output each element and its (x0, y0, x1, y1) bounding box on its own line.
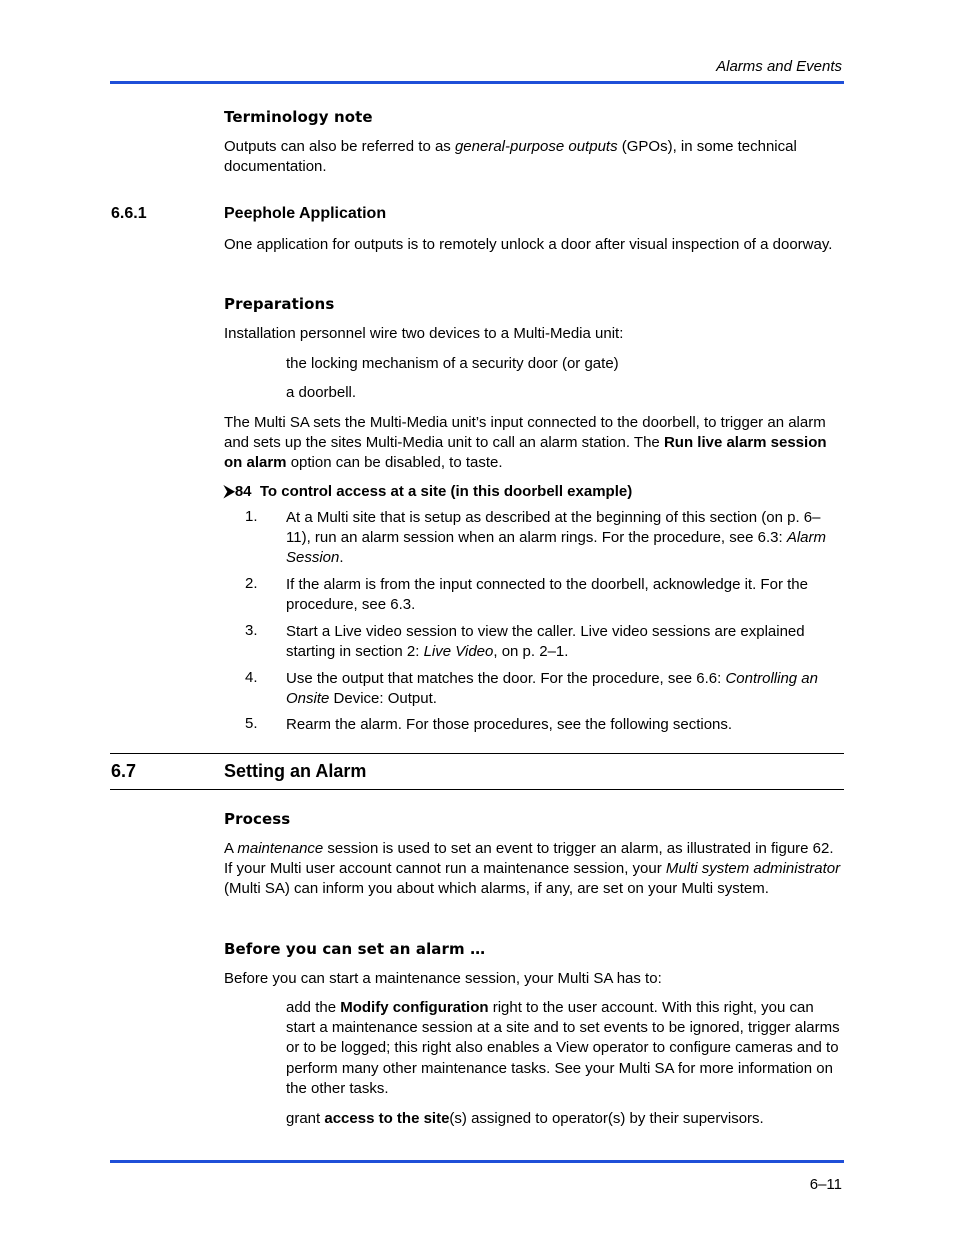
step-number: 5. (245, 715, 258, 732)
procedure-heading: ⮞84 To control access at a site (in this doorbell example) (224, 483, 633, 500)
before-text: Before you can start a maintenance session, your Multi SA has to: (224, 970, 662, 987)
section-rule-bottom (110, 789, 844, 790)
step-text: Rearm the alarm. For those procedures, see the following sections. (286, 716, 733, 733)
step-text: At a Multi site that is setup as described at the beginning of this section (on p. 6–11), run an alarm session when an alarm rings. For the procedure, see 6.3: Alarm Session. (286, 509, 826, 567)
list-item: add the Modify configuration right to the user account. With this right, you can start a maintenance session at a site and to set events to be ignored, trigger alarms or to be logged; this right also enables a View operator to configure cameras and to perform many other maintenance tasks. See your Multi SA for more information on the other tasks. (286, 999, 840, 1097)
list-item: grant access to the site(s) assigned to operator(s) by their supervisors. (286, 1110, 764, 1127)
preparations-text: Installation personnel wire two devices to a Multi-Media unit: (224, 325, 624, 342)
doorbell-paragraph: The Multi SA sets the Multi-Media unit’s input connected to the doorbell, to trigger an alarm and sets up the sites Multi-Media unit to call an alarm station. The Run live alarm session on alarm option can be disabled, to taste. (224, 414, 827, 472)
terminology-text: Outputs can also be referred to as general-purpose outputs (GPOs), in some technical documentation. (224, 138, 797, 176)
process-text: A maintenance session is used to set an event to trigger an alarm, as illustrated in figure 62. If your Multi user account cannot run a maintenance session, your Multi system administrator (Multi SA) can inform you about which alarms, if any, are set on your Multi system. (224, 840, 841, 898)
header-rule (110, 81, 844, 84)
section-title: Setting an Alarm (224, 761, 367, 781)
section-intro: One application for outputs is to remotely unlock a door after visual inspection of a doorway. (224, 236, 833, 253)
procedure-marker: ⮞84 (224, 483, 252, 500)
section-number: 6.6.1 (111, 205, 147, 222)
preparations-heading: Preparations (224, 295, 335, 313)
list-item: the locking mechanism of a security door (or gate) (286, 355, 619, 372)
step-text: Use the output that matches the door. For the procedure, see 6.6: Controlling an Onsite Device: Output. (286, 670, 818, 708)
section-number: 6.7 (111, 761, 137, 781)
process-heading: Process (224, 810, 291, 828)
step-number: 4. (245, 669, 258, 686)
list-item: a doorbell. (286, 384, 357, 401)
terminology-heading: Terminology note (224, 108, 373, 126)
step-text: If the alarm is from the input connected to the doorbell, acknowledge it. For the procedure, see 6.3. (286, 576, 808, 614)
step-number: 2. (245, 575, 258, 592)
step-number: 3. (245, 622, 258, 639)
section-rule-top (110, 753, 844, 754)
before-heading: Before you can set an alarm … (224, 940, 486, 958)
footer-rule (110, 1160, 844, 1163)
step-text: Start a Live video session to view the caller. Live video sessions are explained starting in section 2: Live Video, on p. 2–1. (286, 623, 805, 661)
page-number: 6–11 (809, 1176, 842, 1193)
section-title: Peephole Application (224, 205, 387, 222)
running-header: Alarms and Events (716, 58, 842, 75)
step-number: 1. (245, 508, 258, 525)
